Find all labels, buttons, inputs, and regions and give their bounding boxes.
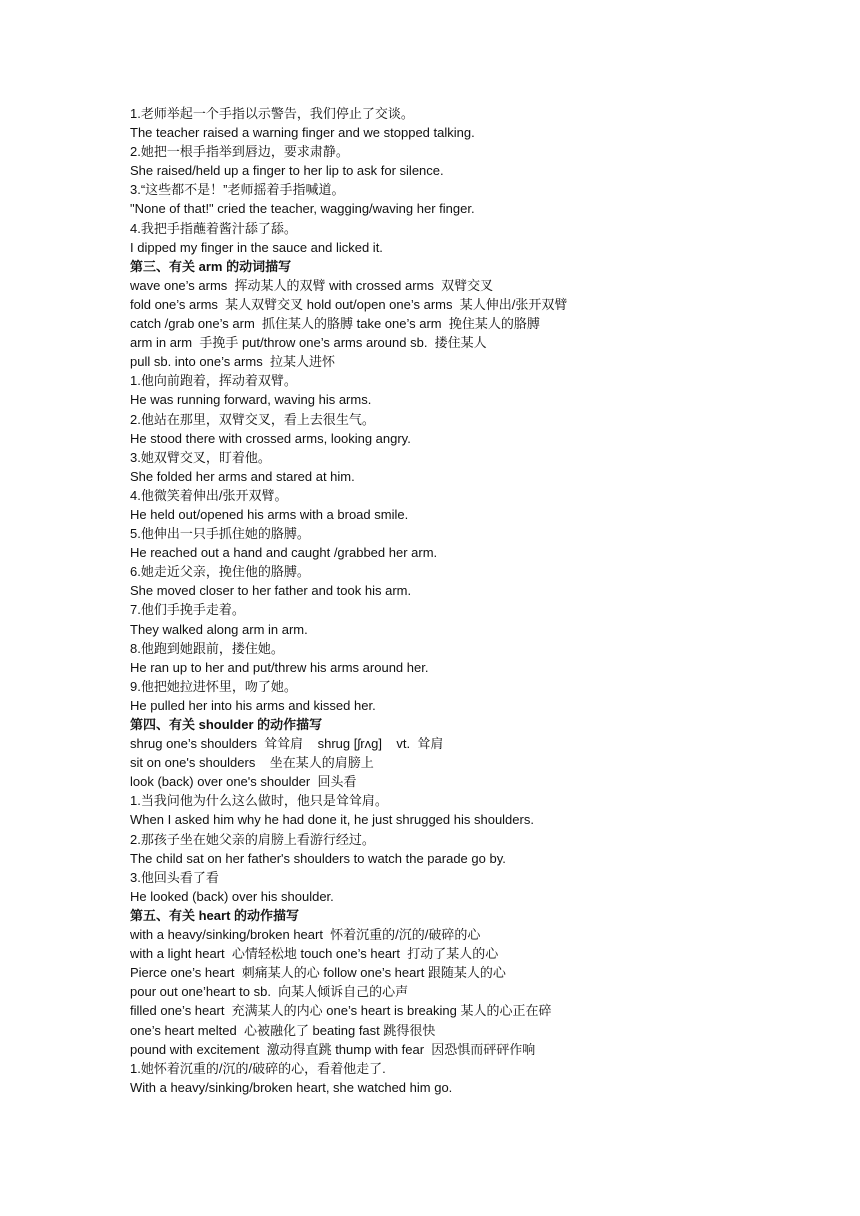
- text-line: With a heavy/sinking/broken heart, she watched him go.: [130, 1079, 453, 1095]
- text-line: filled one’s heart 充满某人的内心 one’s heart is breaking 某人的心正在碎: [130, 1003, 552, 1019]
- section-heading: 第五、有关 heart 的动作描写: [130, 907, 300, 923]
- text-line: 5.他伸出一只手抓住她的胳膊。: [130, 526, 310, 542]
- text-line: When I asked him why he had done it, he just shrugged his shoulders.: [130, 812, 534, 828]
- text-line: He was running forward, waving his arms.: [130, 392, 372, 408]
- text-line: 1.老师举起一个手指以示警告，我们停止了交谈。: [130, 106, 414, 121]
- text-line: He looked (back) over his shoulder.: [130, 888, 334, 904]
- text-line: I dipped my finger in the sauce and licked it.: [130, 239, 383, 255]
- text-line: 6.她走近父亲，挽住他的胳膊。: [130, 564, 310, 580]
- text-line: The teacher raised a warning finger and we stopped talking.: [130, 125, 475, 141]
- text-line: He stood there with crossed arms, looking angry.: [130, 430, 411, 446]
- text-line: 2.她把一根手指举到唇边，要求肃静。: [130, 144, 349, 160]
- text-line: one’s heart melted 心被融化了 beating fast 跳得很快: [130, 1022, 436, 1038]
- text-line: wave one’s arms 挥动某人的双臂 with crossed arms 双臂交叉: [130, 277, 494, 293]
- text-line: with a heavy/sinking/broken heart 怀着沉重的/沉的/破碎的心: [130, 927, 481, 943]
- text-line: pour out one’heart to sb. 向某人倾诉自己的心声: [130, 984, 409, 1000]
- text-line: 1.她怀着沉重的/沉的/破碎的心，看着他走了.: [130, 1060, 386, 1076]
- text-line: with a light heart 心情轻松地 touch one’s heart 打动了某人的心: [130, 946, 499, 962]
- text-line: She folded her arms and stared at him.: [130, 468, 355, 484]
- text-line: sit on one's shoulders 坐在某人的肩膀上: [130, 755, 374, 771]
- text-line: shrug one’s shoulders 耸耸肩 shrug [ʃrʌɡ] vt. 耸肩: [130, 736, 444, 752]
- text-line: He pulled her into his arms and kissed her.: [130, 697, 376, 713]
- text-line: arm in arm 手挽手 put/throw one’s arms around sb. 搂住某人: [130, 335, 487, 351]
- text-line: 8.他跑到她跟前，搂住她。: [130, 640, 284, 656]
- text-line: pull sb. into one’s arms 拉某人进怀: [130, 354, 335, 370]
- text-line: They walked along arm in arm.: [130, 621, 308, 637]
- text-line: 1.他向前跑着，挥动着双臂。: [130, 373, 297, 389]
- text-line: He held out/opened his arms with a broad smile.: [130, 506, 409, 522]
- text-line: 3.她双臂交叉，盯着他。: [130, 449, 271, 465]
- text-line: pound with excitement 激动得直跳 thump with fear 因恐惧而砰砰作响: [130, 1041, 536, 1057]
- text-line: look (back) over one's shoulder 回头看: [130, 774, 357, 790]
- text-line: 4.我把手指蘸着酱汁舔了舔。: [130, 220, 297, 236]
- text-line: fold one’s arms 某人双臂交叉 hold out/open one’s arms 某人伸出/张开双臂: [130, 296, 568, 312]
- document-body: [130, 104, 770, 1097]
- text-line: He ran up to her and put/threw his arms around her.: [130, 659, 429, 675]
- text-line: 2.他站在那里，双臂交叉，看上去很生气。: [130, 411, 375, 427]
- text-line: 3.“这些都不是！”老师摇着手指喊道。: [130, 182, 345, 198]
- text-line: 3.他回头看了看: [130, 869, 219, 885]
- text-line: 1.当我问他为什么这么做时，他只是耸耸肩。: [130, 793, 388, 809]
- text-line: "None of that!" cried the teacher, wagging/waving her finger.: [130, 201, 475, 217]
- text-line: catch /grab one’s arm 抓住某人的胳膊 take one’s arm 挽住某人的胳膊: [130, 316, 540, 332]
- text-line: 2.那孩子坐在她父亲的肩膀上看游行经过。: [130, 831, 375, 847]
- text-line: He reached out a hand and caught /grabbed her arm.: [130, 545, 438, 561]
- section-heading: 第三、有关 arm 的动词描写: [130, 258, 292, 274]
- text-line: Pierce one’s heart 刺痛某人的心 follow one’s heart 跟随某人的心: [130, 965, 506, 981]
- text-line: 7.他们手挽手走着。: [130, 602, 245, 618]
- text-line: She moved closer to her father and took his arm.: [130, 583, 412, 599]
- section-heading: 第四、有关 shoulder 的动作描写: [130, 717, 323, 732]
- text-line: 9.他把她拉进怀里，吻了她。: [130, 678, 297, 694]
- text-line: 4.他微笑着伸出/张开双臂。: [130, 487, 288, 503]
- text-line: The child sat on her father's shoulders to watch the parade go by.: [130, 850, 506, 866]
- text-line: She raised/held up a finger to her lip to ask for silence.: [130, 163, 444, 179]
